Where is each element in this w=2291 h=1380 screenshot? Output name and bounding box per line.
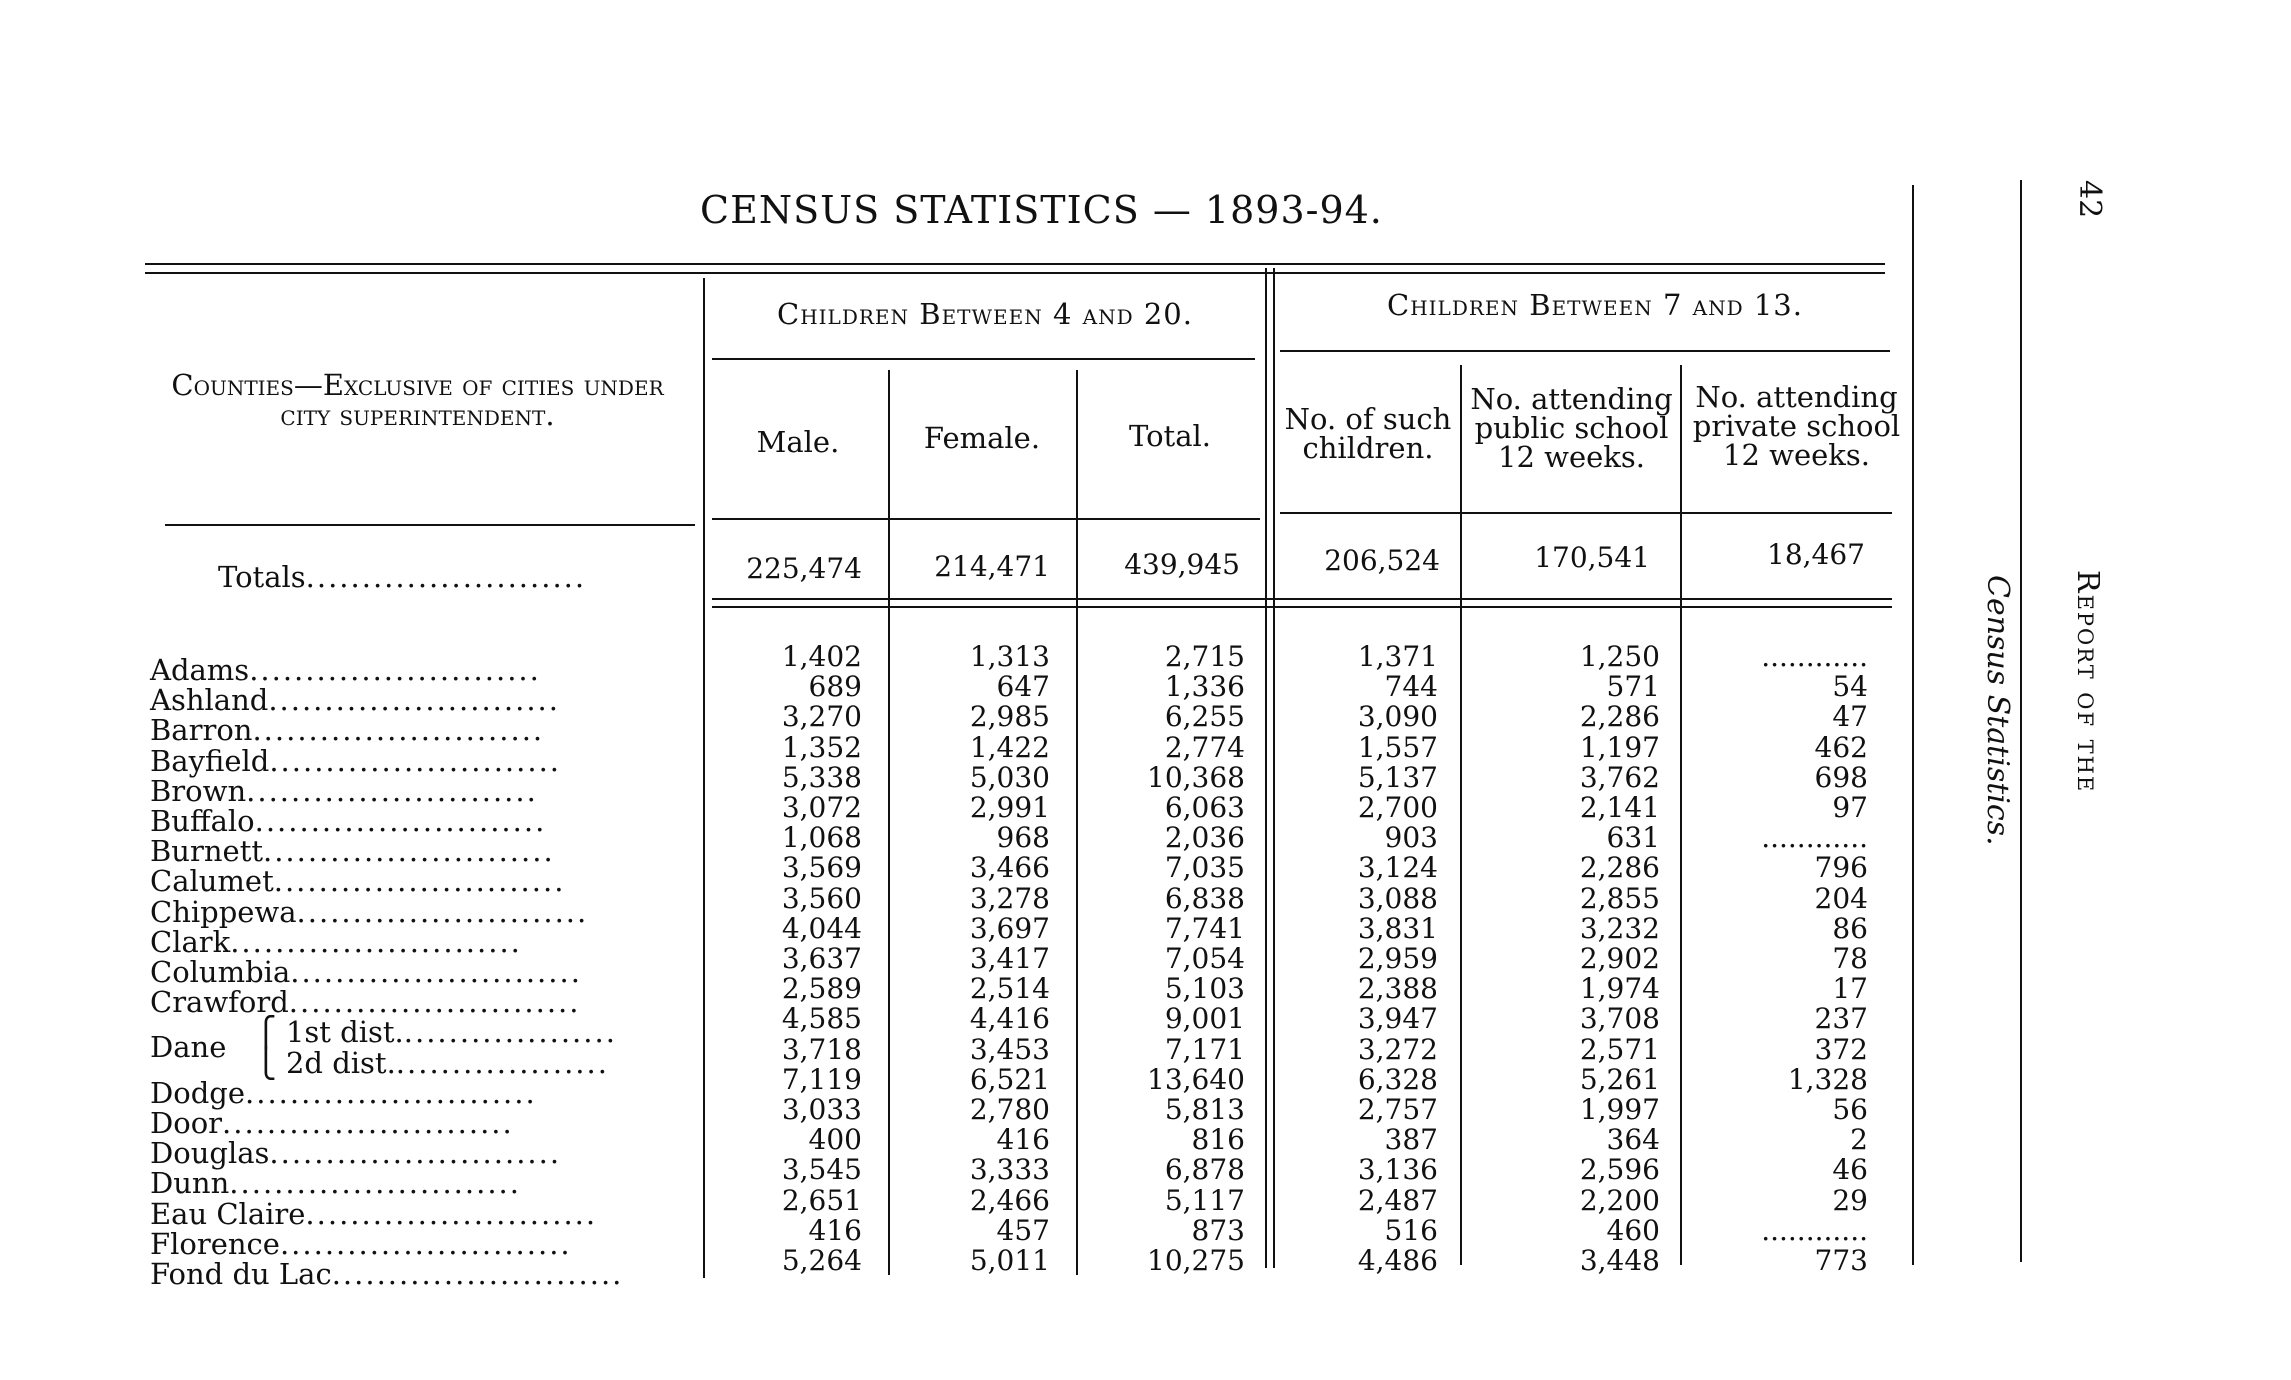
cell-male: 1,402 bbox=[781, 640, 862, 673]
cell-such: 6,328 bbox=[1357, 1062, 1438, 1096]
cell-private: 462 bbox=[1814, 730, 1868, 764]
col-header-line: No. of such bbox=[1284, 402, 1452, 436]
county-name: Douglas bbox=[150, 1136, 270, 1171]
county-label bbox=[150, 957, 582, 987]
cell-such: 2,700 bbox=[1357, 791, 1438, 824]
col-header-line: private school bbox=[1692, 409, 1901, 443]
leader-dots: .......................... bbox=[269, 743, 562, 778]
leader-dots: .......................... bbox=[249, 653, 541, 687]
leader-dots: .......................... bbox=[230, 924, 522, 959]
group-rule bbox=[1280, 350, 1890, 352]
cell-total: 873 bbox=[1191, 1213, 1245, 1247]
cell-male: 3,569 bbox=[781, 851, 862, 885]
county-label bbox=[150, 683, 560, 718]
cell-total: 2,774 bbox=[1164, 730, 1245, 764]
county-name: Eau Claire bbox=[150, 1196, 306, 1231]
cell-private: ............ bbox=[1761, 1213, 1868, 1247]
cell-public: 2,141 bbox=[1579, 791, 1660, 824]
totals-female: 214,471 bbox=[934, 550, 1050, 583]
cell-public: 2,855 bbox=[1579, 881, 1660, 915]
page-title: CENSUS STATISTICS — 1893-94. bbox=[700, 188, 1383, 232]
cell-public: 1,250 bbox=[1579, 640, 1660, 673]
cell-female: 457 bbox=[996, 1213, 1050, 1247]
cell-such: 3,090 bbox=[1357, 700, 1438, 734]
cell-such: 3,124 bbox=[1357, 851, 1438, 885]
cell-public: 571 bbox=[1606, 670, 1660, 704]
group-header-4-20: Children Between 4 and 20. bbox=[777, 297, 1193, 331]
cell-male: 7,119 bbox=[781, 1062, 862, 1096]
county-name: Dodge bbox=[150, 1075, 246, 1110]
cell-public: 460 bbox=[1606, 1213, 1660, 1247]
cell-female: 1,313 bbox=[969, 640, 1050, 673]
leader-dots: .......................... bbox=[254, 804, 547, 838]
cell-male: 400 bbox=[808, 1123, 862, 1157]
county-header-text: Counties—Exclusive of cities under city superintendent. bbox=[171, 368, 664, 432]
cell-female: 3,278 bbox=[969, 881, 1050, 915]
county-name: Bayfield bbox=[150, 743, 270, 778]
county-name: Columbia bbox=[150, 955, 291, 989]
cell-private: 372 bbox=[1814, 1032, 1868, 1066]
col-header-total: Total. bbox=[1129, 419, 1211, 453]
cell-female: 2,985 bbox=[969, 700, 1050, 734]
header-rule bbox=[165, 524, 695, 526]
cell-such: 2,757 bbox=[1357, 1093, 1438, 1126]
county-label bbox=[150, 1030, 227, 1065]
cell-female: 1,422 bbox=[969, 730, 1050, 764]
cell-total: 6,878 bbox=[1164, 1153, 1245, 1187]
totals-male: 225,474 bbox=[746, 552, 862, 585]
col-header-male: Male. bbox=[756, 425, 840, 459]
cell-male: 3,270 bbox=[781, 700, 862, 734]
cell-male: 1,352 bbox=[781, 730, 862, 764]
county-label bbox=[150, 1226, 572, 1261]
cell-total: 2,715 bbox=[1164, 640, 1245, 673]
column-divider bbox=[1912, 185, 1914, 1265]
leader-dots: .......................... bbox=[263, 834, 555, 869]
leader-dots: .......................... bbox=[246, 773, 538, 808]
county-name: Crawford bbox=[150, 985, 289, 1020]
county-name: Chippewa bbox=[150, 894, 297, 929]
cell-male: 4,585 bbox=[781, 1002, 862, 1036]
leader-dots: .......................... bbox=[288, 985, 581, 1020]
group-header-7-13: Children Between 7 and 13. bbox=[1387, 288, 1803, 322]
totals-public: 170,541 bbox=[1534, 541, 1650, 574]
cell-male: 4,044 bbox=[781, 911, 862, 945]
cell-public: 3,708 bbox=[1579, 1002, 1660, 1036]
col-header-line: No. attending bbox=[1470, 382, 1673, 416]
cell-public: 2,596 bbox=[1579, 1153, 1660, 1187]
leader-dots: ................... bbox=[395, 1045, 609, 1080]
cell-such: 2,959 bbox=[1357, 942, 1438, 975]
cell-male: 3,033 bbox=[781, 1093, 862, 1126]
county-label bbox=[150, 1108, 514, 1138]
cell-public: 3,448 bbox=[1579, 1244, 1660, 1277]
cell-such: 3,947 bbox=[1357, 1002, 1438, 1036]
dane-subdistrict bbox=[255, 1015, 617, 1050]
cell-private: 86 bbox=[1832, 911, 1868, 945]
county-name: Adams bbox=[150, 653, 250, 687]
cell-private: ............ bbox=[1761, 821, 1868, 855]
header-rule bbox=[712, 518, 1260, 520]
cell-public: 2,286 bbox=[1579, 851, 1660, 885]
col-header-line: children. bbox=[1302, 431, 1434, 465]
cell-public: 2,200 bbox=[1579, 1183, 1660, 1217]
col-header-such-children bbox=[1278, 402, 1458, 465]
county-name: Dunn bbox=[150, 1166, 230, 1201]
brace-glyph: ⎧ bbox=[255, 1015, 286, 1050]
subdistrict-name: 2d dist. bbox=[285, 1045, 396, 1080]
county-column-header bbox=[145, 370, 690, 430]
cell-male: 5,338 bbox=[781, 760, 862, 794]
cell-total: 5,813 bbox=[1164, 1093, 1245, 1126]
cell-total: 6,063 bbox=[1164, 791, 1245, 824]
cell-public: 2,571 bbox=[1579, 1032, 1660, 1066]
cell-female: 5,011 bbox=[969, 1244, 1050, 1277]
cell-female: 3,453 bbox=[969, 1032, 1050, 1066]
leader-dots: .......................... bbox=[268, 683, 560, 718]
county-label bbox=[150, 655, 541, 685]
cell-public: 631 bbox=[1606, 821, 1660, 855]
cell-total: 7,054 bbox=[1164, 942, 1245, 975]
cell-public: 1,997 bbox=[1579, 1093, 1660, 1126]
top-rule bbox=[145, 263, 1885, 265]
cell-such: 903 bbox=[1384, 821, 1438, 855]
subdistrict-name: 1st dist. bbox=[285, 1015, 404, 1050]
county-label bbox=[150, 1259, 623, 1289]
cell-total: 5,103 bbox=[1164, 972, 1245, 1006]
cell-private: 46 bbox=[1832, 1153, 1868, 1187]
totals-such: 206,524 bbox=[1324, 544, 1440, 577]
county-name: Calumet bbox=[150, 864, 274, 899]
cell-total: 6,255 bbox=[1164, 700, 1245, 734]
cell-female: 2,466 bbox=[969, 1183, 1050, 1217]
cell-male: 3,560 bbox=[781, 881, 862, 915]
cell-public: 5,261 bbox=[1579, 1062, 1660, 1096]
cell-such: 1,371 bbox=[1357, 640, 1438, 673]
cell-female: 4,416 bbox=[969, 1002, 1050, 1036]
county-name: Door bbox=[150, 1106, 223, 1140]
col-header-line: 12 weeks. bbox=[1498, 440, 1645, 474]
cell-such: 3,831 bbox=[1357, 911, 1438, 945]
county-name: Dane bbox=[150, 1030, 227, 1065]
col-header-line: No. attending bbox=[1695, 380, 1898, 414]
county-name: Barron bbox=[150, 713, 253, 748]
leader-dots: .......................... bbox=[273, 864, 566, 899]
cell-private: 698 bbox=[1814, 760, 1868, 794]
cell-female: 2,514 bbox=[969, 972, 1050, 1006]
col-header-female: Female. bbox=[923, 421, 1041, 455]
cell-private: 773 bbox=[1814, 1244, 1868, 1277]
cell-male: 689 bbox=[808, 670, 862, 704]
totals-label: Totals......................... bbox=[218, 560, 587, 594]
county-name: Brown bbox=[150, 773, 247, 808]
cell-public: 2,286 bbox=[1579, 700, 1660, 734]
cell-total: 7,171 bbox=[1164, 1032, 1245, 1066]
county-name: Clark bbox=[150, 924, 231, 959]
cell-private: 56 bbox=[1832, 1093, 1868, 1126]
cell-total: 2,036 bbox=[1164, 821, 1245, 855]
cell-such: 3,088 bbox=[1357, 881, 1438, 915]
cell-female: 3,466 bbox=[969, 851, 1050, 885]
cell-private: 29 bbox=[1832, 1183, 1868, 1217]
cell-such: 516 bbox=[1384, 1213, 1438, 1247]
cell-public: 364 bbox=[1606, 1123, 1660, 1157]
cell-male: 3,072 bbox=[781, 791, 862, 824]
totals-private: 18,467 bbox=[1767, 538, 1865, 571]
leader-dots: .......................... bbox=[269, 1136, 562, 1171]
group-rule bbox=[712, 358, 1255, 360]
cell-total: 7,741 bbox=[1164, 911, 1245, 945]
county-name: Florence bbox=[150, 1226, 280, 1261]
cell-public: 3,762 bbox=[1579, 760, 1660, 794]
cell-total: 6,838 bbox=[1164, 881, 1245, 915]
cell-female: 647 bbox=[996, 670, 1050, 704]
cell-female: 3,333 bbox=[969, 1153, 1050, 1187]
county-label bbox=[150, 924, 522, 959]
totals-label-text: Totals bbox=[218, 560, 306, 594]
dane-subdistrict bbox=[255, 1045, 609, 1080]
cell-such: 387 bbox=[1384, 1123, 1438, 1157]
cell-male: 2,651 bbox=[781, 1183, 862, 1217]
cell-public: 1,197 bbox=[1579, 730, 1660, 764]
column-divider bbox=[1265, 268, 1267, 1268]
county-name: Buffalo bbox=[150, 804, 255, 838]
page-number: 42 bbox=[2072, 180, 2107, 219]
col-header-public-school bbox=[1464, 382, 1679, 474]
cell-such: 744 bbox=[1384, 670, 1438, 704]
leader-dots: .......................... bbox=[279, 1226, 572, 1261]
county-label bbox=[150, 894, 589, 929]
county-label bbox=[150, 806, 546, 836]
header-rule bbox=[1280, 512, 1892, 514]
totals-rule bbox=[712, 606, 1892, 608]
leader-dots: .......................... bbox=[229, 1166, 521, 1201]
cell-such: 3,136 bbox=[1357, 1153, 1438, 1187]
county-label bbox=[150, 1166, 521, 1201]
cell-private: 204 bbox=[1814, 881, 1868, 915]
col-header-private-school bbox=[1684, 380, 1909, 472]
cell-public: 3,232 bbox=[1579, 911, 1660, 945]
county-name: Ashland bbox=[150, 683, 269, 718]
cell-total: 13,640 bbox=[1147, 1062, 1245, 1096]
cell-total: 10,368 bbox=[1147, 760, 1245, 794]
leader-dots: .......................... bbox=[331, 1257, 624, 1291]
leader-dots: .......................... bbox=[290, 955, 582, 989]
totals-rule bbox=[712, 598, 1892, 600]
leader-dots: .......................... bbox=[296, 894, 589, 929]
county-label bbox=[150, 1075, 537, 1110]
cell-total: 816 bbox=[1191, 1123, 1245, 1157]
cell-public: 1,974 bbox=[1579, 972, 1660, 1006]
cell-male: 1,068 bbox=[781, 821, 862, 855]
county-label bbox=[150, 985, 581, 1020]
cell-such: 3,272 bbox=[1357, 1032, 1438, 1066]
side-caption: Census Statistics. bbox=[1980, 575, 2015, 846]
cell-private: 1,328 bbox=[1787, 1062, 1868, 1096]
cell-male: 2,589 bbox=[781, 972, 862, 1006]
cell-male: 416 bbox=[808, 1213, 862, 1247]
cell-male: 5,264 bbox=[781, 1244, 862, 1277]
cell-private: 2 bbox=[1850, 1123, 1868, 1157]
county-label bbox=[150, 834, 555, 869]
cell-private: 78 bbox=[1832, 942, 1868, 975]
totals-total: 439,945 bbox=[1124, 548, 1240, 581]
cell-female: 2,991 bbox=[969, 791, 1050, 824]
county-name: Fond du Lac bbox=[150, 1257, 332, 1291]
county-label bbox=[150, 713, 545, 748]
cell-female: 416 bbox=[996, 1123, 1050, 1157]
cell-total: 7,035 bbox=[1164, 851, 1245, 885]
cell-private: 47 bbox=[1832, 700, 1868, 734]
column-divider bbox=[1680, 365, 1682, 1265]
leader-dots: .......................... bbox=[245, 1075, 537, 1110]
county-name: Burnett bbox=[150, 834, 263, 869]
county-label bbox=[150, 864, 566, 899]
cell-female: 5,030 bbox=[969, 760, 1050, 794]
cell-private: ............ bbox=[1761, 640, 1868, 673]
cell-public: 2,902 bbox=[1579, 942, 1660, 975]
county-label bbox=[150, 1196, 598, 1231]
cell-total: 1,336 bbox=[1164, 670, 1245, 704]
cell-male: 3,545 bbox=[781, 1153, 862, 1187]
county-label bbox=[150, 1136, 562, 1171]
cell-female: 968 bbox=[996, 821, 1050, 855]
cell-private: 97 bbox=[1832, 791, 1868, 824]
cell-total: 10,275 bbox=[1147, 1244, 1245, 1277]
cell-such: 2,487 bbox=[1357, 1183, 1438, 1217]
column-divider bbox=[1460, 365, 1462, 1265]
cell-private: 54 bbox=[1832, 670, 1868, 704]
cell-total: 9,001 bbox=[1164, 1002, 1245, 1036]
county-label bbox=[150, 743, 562, 778]
cell-such: 4,486 bbox=[1357, 1244, 1438, 1277]
margin-rule bbox=[2020, 180, 2022, 1262]
cell-female: 3,417 bbox=[969, 942, 1050, 975]
col-header-line: 12 weeks. bbox=[1723, 438, 1870, 472]
top-rule bbox=[145, 272, 1885, 274]
cell-such: 1,557 bbox=[1357, 730, 1438, 764]
cell-male: 3,637 bbox=[781, 942, 862, 975]
cell-private: 237 bbox=[1814, 1002, 1868, 1036]
cell-female: 6,521 bbox=[969, 1062, 1050, 1096]
brace-glyph: ⎩ bbox=[255, 1045, 286, 1080]
cell-such: 5,137 bbox=[1357, 760, 1438, 794]
cell-private: 17 bbox=[1832, 972, 1868, 1006]
col-header-line: public school bbox=[1474, 411, 1669, 445]
leader-dots: .......................... bbox=[305, 1196, 598, 1231]
cell-male: 3,718 bbox=[781, 1032, 862, 1066]
cell-such: 2,388 bbox=[1357, 972, 1438, 1006]
leader-dots: .......................... bbox=[222, 1106, 514, 1140]
leader-dots: .......................... bbox=[252, 713, 545, 748]
county-label bbox=[150, 773, 538, 808]
cell-female: 2,780 bbox=[969, 1093, 1050, 1126]
cell-private: 796 bbox=[1814, 851, 1868, 885]
running-head: Report of the bbox=[2070, 570, 2105, 794]
cell-total: 5,117 bbox=[1164, 1183, 1245, 1217]
leader-dots: ................... bbox=[403, 1015, 617, 1050]
cell-female: 3,697 bbox=[969, 911, 1050, 945]
